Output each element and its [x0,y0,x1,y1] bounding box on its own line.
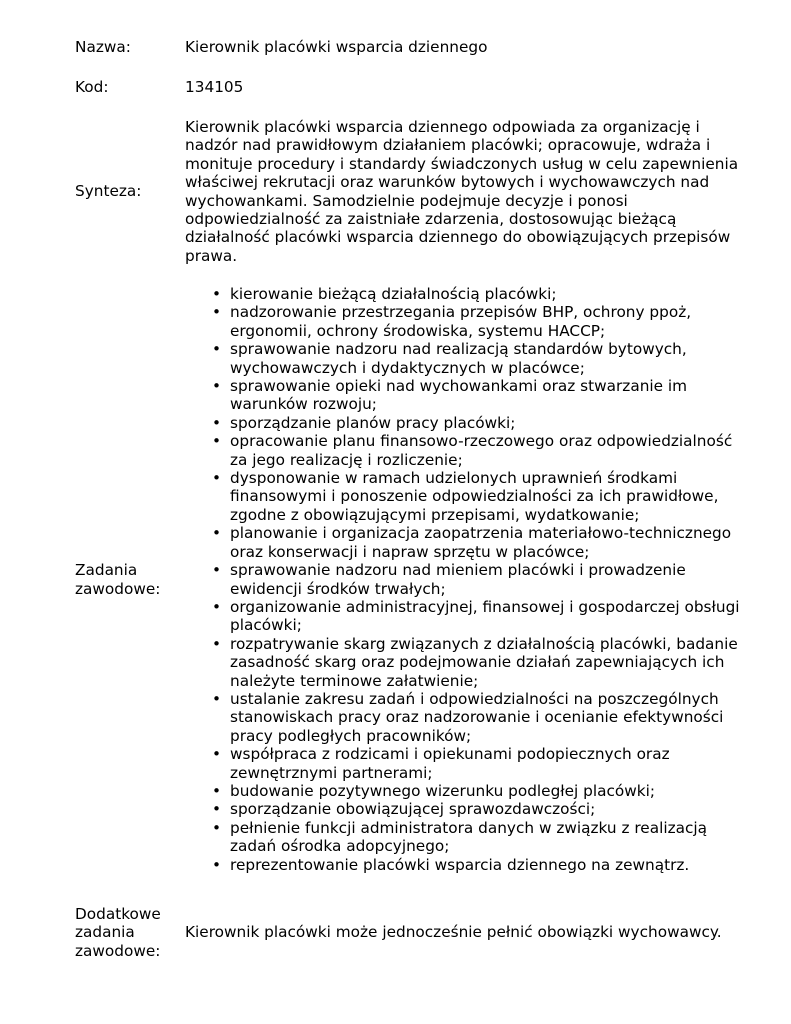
list-item: • kierowanie bieżącą działalnością placówki; [230,285,750,303]
nazwa-label: Nazwa: [75,38,131,56]
zadania-row [75,285,755,874]
zadania-value [185,285,750,874]
list-item: • sprawowanie nadzoru nad mieniem placówki i prowadzenie ewidencji środków trwałych; [230,561,750,598]
list-item: • rozpatrywanie skarg związanych z działalnością placówki, badanie zasadność skarg oraz podejmowanie działań zapewniających ich należyte terminowe załatwienie; [230,635,750,690]
synteza-row [75,118,755,265]
nazwa-row [75,38,755,56]
synteza-label: Synteza: [75,182,142,201]
list-item: • sporządzanie obowiązującej sprawozdawczości; [230,800,750,818]
list-item: • nadzorowanie przestrzegania przepisów BHP, ochrony ppoż, ergonomii, ochrony środowiska, systemu HACCP; [230,303,750,340]
list-item: • budowanie pozytywnego wizerunku podległej placówki; [230,782,750,800]
zadania-list [185,285,750,874]
kod-label: Kod: [75,78,109,96]
nazwa-value: Kierownik placówki wsparcia dziennego [185,38,488,56]
zadania-label: Zadania zawodowe: [75,561,161,598]
list-item: • opracowanie planu finansowo-rzeczowego oraz odpowiedzialność za jego realizację i rozliczenie; [230,432,750,469]
dodatkowe-label: Dodatkowe zadania zawodowe: [75,905,161,960]
kod-row [75,78,755,96]
synteza-value: Kierownik placówki wsparcia dziennego odpowiada za organizację i nadzór nad prawidłowym działaniem placówki; opracowuje, wdraża i monituje procedury i standardy świadczonych usług w celu zapewnienia właściwej rekrutacji oraz warunków bytowych i wychowawczych nad wychowankami. Samodzielnie podejmuje decyzje i ponosi odpowiedzialność za zaistniałe zdarzenia, dostosowując bieżącą działalność placówki wsparcia dziennego do obowiązujących przepisów prawa. [185,118,739,265]
list-item: • organizowanie administracyjnej, finansowej i gospodarczej obsługi placówki; [230,598,750,635]
list-item: • sprawowanie nadzoru nad realizacją standardów bytowych, wychowawczych i dydaktycznych w placówce; [230,340,750,377]
kod-value: 134105 [185,78,244,96]
list-item: • współpraca z rodzicami i opiekunami podopiecznych oraz zewnętrznymi partnerami; [230,745,750,782]
list-item: • ustalanie zakresu zadań i odpowiedzialności na poszczególnych stanowiskach pracy oraz nadzorowanie i ocenianie efektywności pracy podległych pracowników; [230,690,750,745]
dodatkowe-value: Kierownik placówki może jednocześnie pełnić obowiązki wychowawcy. [185,923,722,942]
list-item: • dysponowanie w ramach udzielonych uprawnień środkami finansowymi i ponoszenie odpowiedzialności za ich prawidłowe, zgodne z obowiązującymi przepisami, wydatkowanie; [230,469,750,524]
list-item: • sprawowanie opieki nad wychowankami oraz stwarzanie im warunków rozwoju; [230,377,750,414]
list-item: • reprezentowanie placówki wsparcia dziennego na zewnątrz. [230,856,750,874]
list-item: • sporządzanie planów pracy placówki; [230,414,750,432]
list-item: • planowanie i organizacja zaopatrzenia materiałowo-technicznego oraz konserwacji i napraw sprzętu w placówce; [230,524,750,561]
dodatkowe-row [75,905,755,960]
list-item: • pełnienie funkcji administratora danych w związku z realizacją zadań ośrodka adopcyjnego; [230,819,750,856]
